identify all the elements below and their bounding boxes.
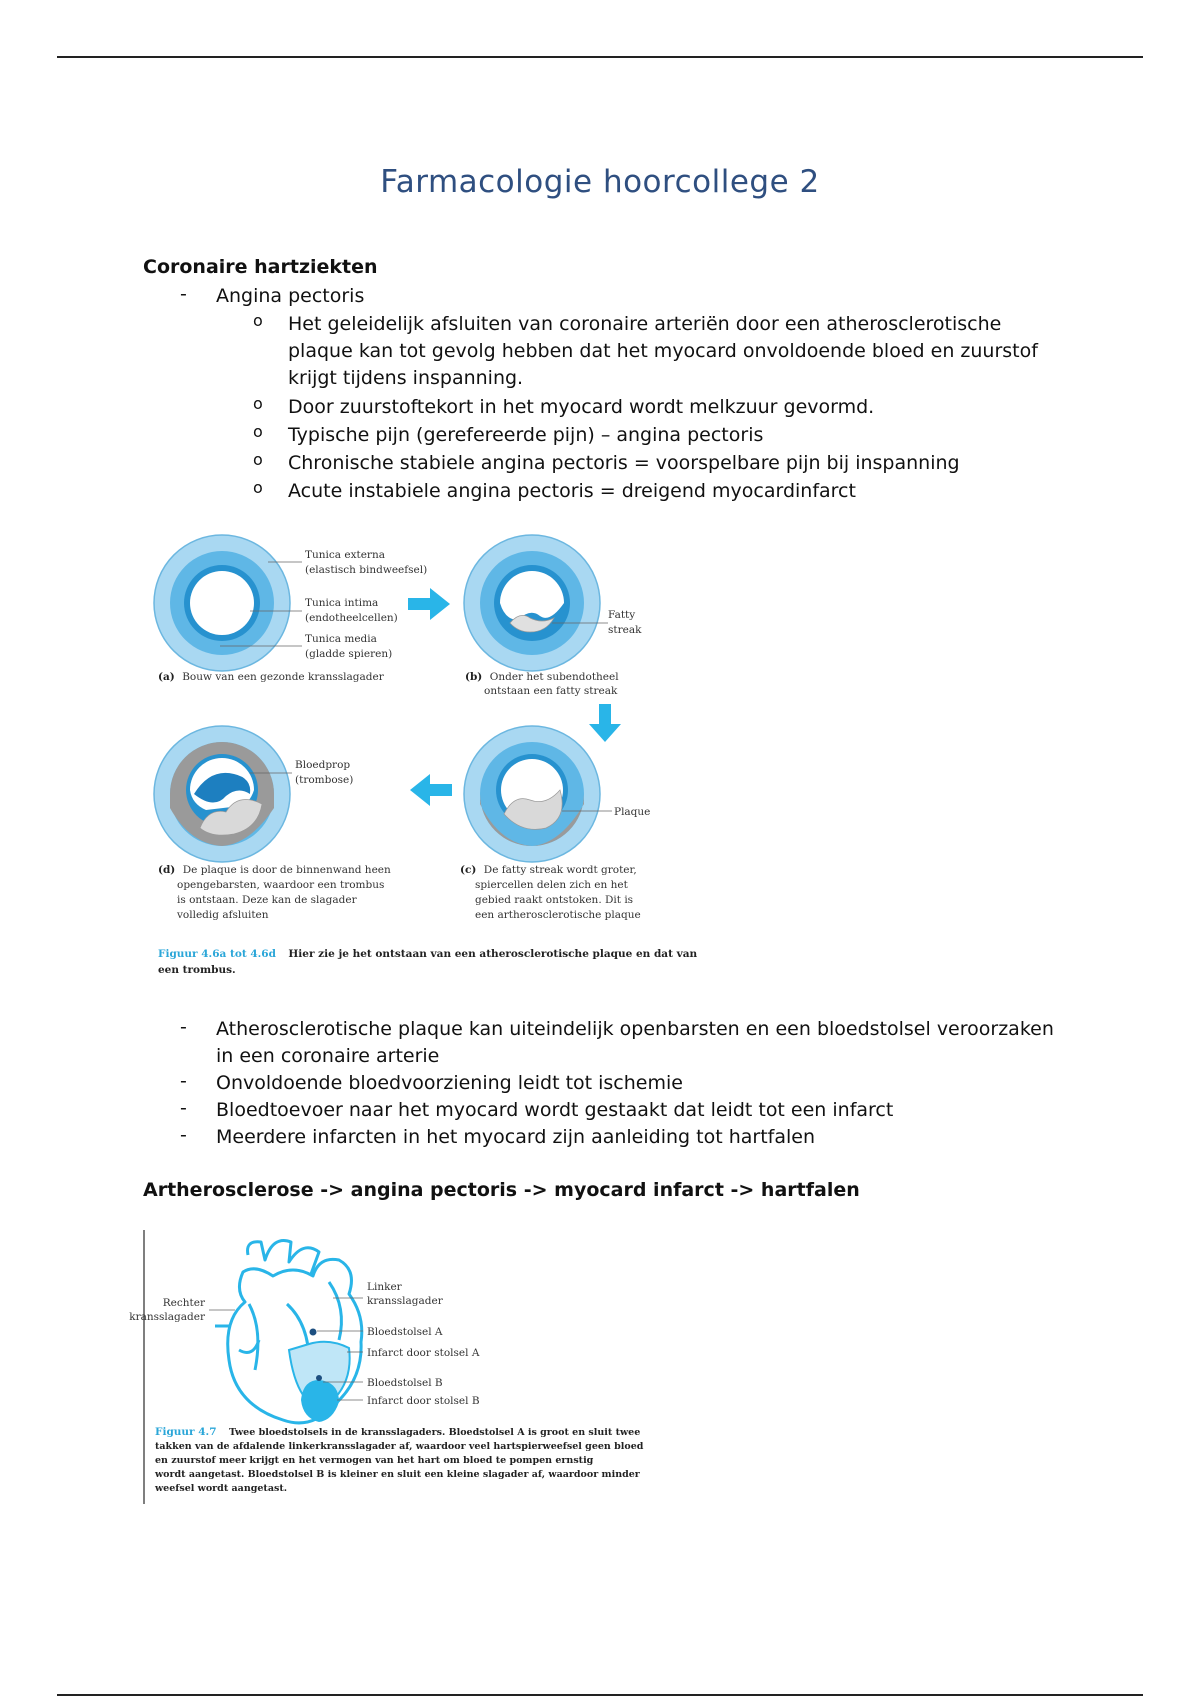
caption-c-text: een artherosclerotische plaque xyxy=(475,909,641,921)
list-item-text: Meerdere infarcten in het myocard zijn aanleiding tot hartfalen xyxy=(216,1126,815,1148)
clot-b xyxy=(316,1375,322,1381)
footer-rule xyxy=(57,1694,1143,1696)
caption-d-text: is ontstaan. Deze kan de slagader xyxy=(177,894,357,906)
label-tunica-media-sub: (gladde spieren) xyxy=(305,648,393,660)
list-item-text: Onvoldoende bloedvoorziening leidt tot ischemie xyxy=(216,1072,683,1094)
label-rechter: Rechter xyxy=(162,1297,205,1309)
caption-b-text: Onder het subendotheel xyxy=(489,671,619,683)
caption-c-text: spiercellen delen zich en het xyxy=(475,879,628,891)
arrow-down-icon xyxy=(589,704,621,742)
list-item-label: Angina pectoris xyxy=(216,285,365,307)
list-item-text: Bloedtoevoer naar het myocard wordt gestaakt dat leidt tot een infarct xyxy=(216,1099,894,1121)
figure1-caption xyxy=(158,944,697,961)
arrow-left-icon xyxy=(410,774,452,806)
figure2-caption-text: wordt aangetast. Bloedstolsel B is kleiner en sluit een kleine slagader af, waardoor minder xyxy=(155,1469,640,1480)
label-fatty: Fatty xyxy=(608,609,636,621)
sub-item-text: Chronische stabiele angina pectoris = voorspelbare pijn bij inspanning xyxy=(288,452,960,474)
caption-c-text: gebied raakt ontstoken. Dit is xyxy=(475,894,634,906)
section-heading-progression: Artherosclerose -> angina pectoris -> myocard infarct -> hartfalen xyxy=(143,1179,860,1201)
sub-item-text: Acute instabiele angina pectoris = dreigend myocardinfarct xyxy=(288,480,856,502)
figure-heart-clots xyxy=(129,1230,644,1505)
artery-plaque xyxy=(464,726,600,862)
figure1-label: Figuur 4.6a tot 4.6d xyxy=(158,948,276,960)
figure-plaque-stages xyxy=(150,528,698,983)
caption-b-text: ontstaan een fatty streak xyxy=(484,685,618,697)
figure2-caption-text: takken van de afdalende linkerkransslagader af, waardoor veel hartspierweefsel geen bloed xyxy=(155,1441,644,1452)
caption-d-text: opengebarsten, waardoor een trombus xyxy=(177,879,385,891)
caption-c-key: (c) xyxy=(460,864,477,876)
label-plaque: Plaque xyxy=(614,806,651,818)
label-stolsel-b: Bloedstolsel B xyxy=(367,1377,443,1389)
label-bloedprop: Bloedprop xyxy=(295,759,351,771)
caption-d-key: (d) xyxy=(158,864,176,876)
caption-d xyxy=(158,860,391,877)
label-trombose: (trombose) xyxy=(295,774,354,786)
label-tunica-externa: Tunica externa xyxy=(305,549,385,561)
caption-b-key: (b) xyxy=(465,671,483,683)
figure1-caption-text: een trombus. xyxy=(158,964,236,976)
label-infarct-b: Infarct door stolsel B xyxy=(367,1395,480,1407)
caption-c-text: De fatty streak wordt groter, xyxy=(483,864,637,876)
sub-item-text: Door zuurstoftekort in het myocard wordt melkzuur gevormd. xyxy=(288,396,875,418)
figure2-caption xyxy=(155,1422,640,1439)
caption-d-text: volledig afsluiten xyxy=(177,909,269,921)
section-heading-coronaire: Coronaire hartziekten xyxy=(143,256,378,278)
label-infarct-a: Infarct door stolsel A xyxy=(367,1347,480,1359)
caption-a xyxy=(158,667,385,684)
heart-illustration xyxy=(215,1240,362,1422)
list-item-text: Atherosclerotische plaque kan uiteindelijk openbarsten en een bloedstolsel veroorzaken in een coronaire arterie xyxy=(216,1018,1054,1067)
caption-d-text: De plaque is door de binnenwand heen xyxy=(182,864,391,876)
header-rule xyxy=(57,56,1143,58)
figure1-caption-text: Hier zie je het ontstaan van een atherosclerotische plaque en dat van xyxy=(288,948,698,960)
label-rechter-kransslagader: kransslagader xyxy=(129,1311,205,1323)
page-title: Farmacologie hoorcollege 2 xyxy=(380,164,820,200)
figure2-label: Figuur 4.7 xyxy=(155,1426,217,1438)
label-tunica-intima: Tunica intima xyxy=(305,597,379,609)
clot-a xyxy=(310,1329,317,1336)
label-streak: streak xyxy=(608,624,642,636)
label-linker-kransslagader: kransslagader xyxy=(367,1295,443,1307)
label-linker: Linker xyxy=(367,1281,402,1293)
caption-c xyxy=(460,860,637,877)
label-stolsel-a: Bloedstolsel A xyxy=(367,1326,443,1338)
artery-thrombus xyxy=(154,726,290,862)
figure2-caption-text: Twee bloedstolsels in de kransslagaders. Bloedstolsel A is groot en sluit twee xyxy=(228,1427,641,1438)
arrow-right-icon xyxy=(408,588,450,620)
figure2-caption-text: weefsel wordt aangetast. xyxy=(155,1483,288,1494)
figure2-caption-text: en zuurstof meer krijgt en het vermogen van het hart om bloed te pompen ernstig xyxy=(155,1455,594,1466)
label-tunica-intima-sub: (endotheelcellen) xyxy=(305,612,398,624)
caption-a-key: (a) xyxy=(158,671,175,683)
artery-healthy xyxy=(154,535,290,671)
infarct-area-b xyxy=(301,1380,339,1422)
sub-item-text: Het geleidelijk afsluiten van coronaire arteriën door een atherosclerotische plaque kan tot gevolg hebben dat het myocard onvoldoende bloed en zuurstof krijgt tijdens inspanning. xyxy=(288,313,1038,389)
artery-fatty-streak xyxy=(464,535,600,671)
caption-a-text: Bouw van een gezonde kransslagader xyxy=(182,671,384,683)
label-tunica-externa-sub: (elastisch bindweefsel) xyxy=(305,564,428,576)
label-tunica-media: Tunica media xyxy=(305,633,377,645)
sub-item-text: Typische pijn (gerefereerde pijn) – angina pectoris xyxy=(288,424,764,446)
